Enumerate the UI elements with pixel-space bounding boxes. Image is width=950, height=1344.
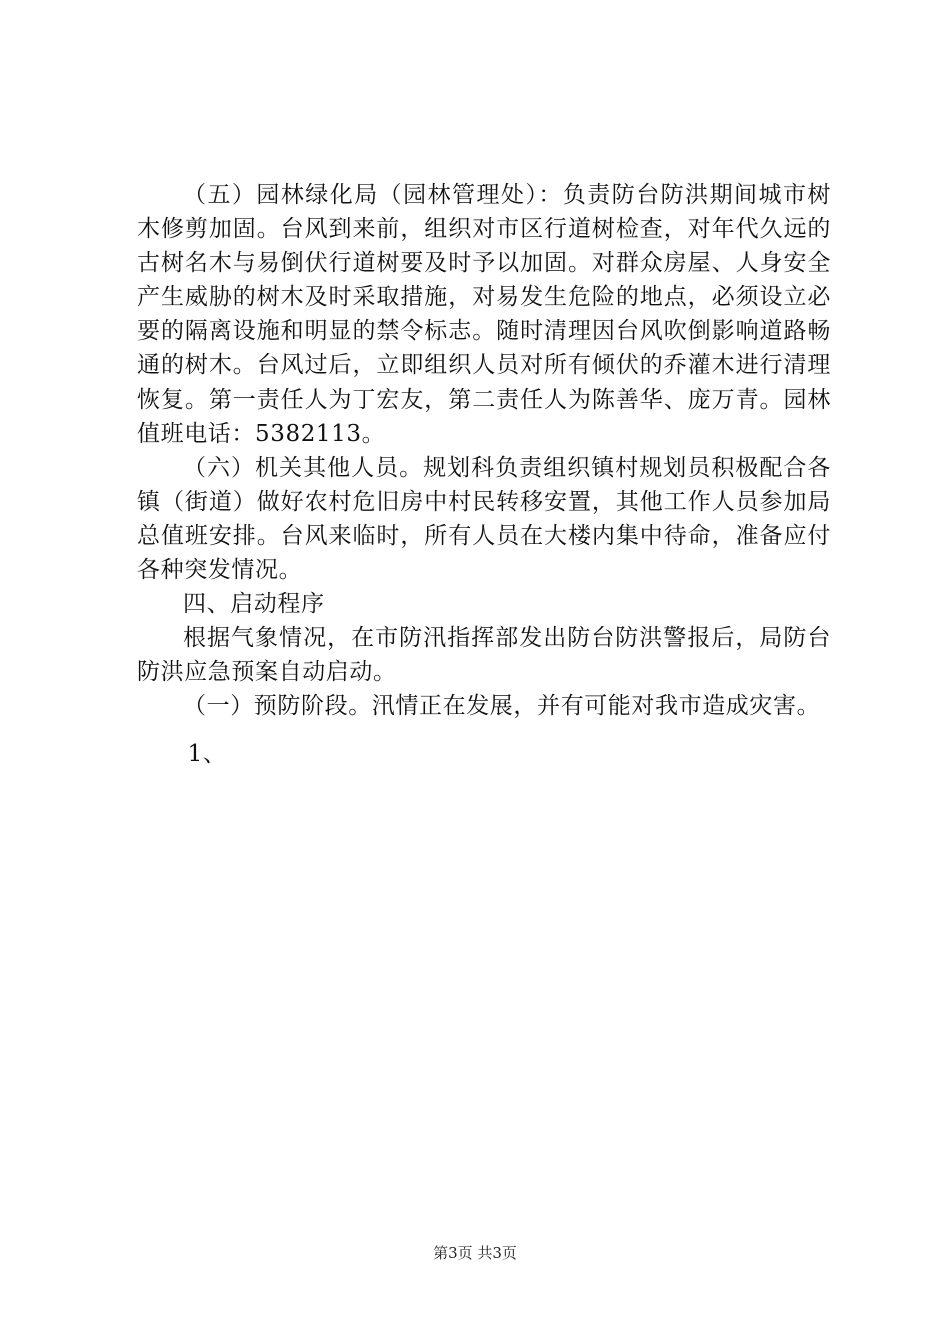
- page-footer: 第3页 共3页: [433, 1244, 517, 1262]
- paragraph-prevention-stage: （一）预防阶段。汛情正在发展，并有可能对我市造成灾害。: [183, 693, 821, 720]
- paragraph-garden-bureau: （五）园林绿化局（园林管理处）：负责防台防洪期间城市树木修剪加固。台风到来前，组织对市区行道树检查，对年代久远的古树名木与易倒伏行道树要及时予以加固。对群众房屋、人身安全产生威胁的树木及时采取措施，对易发生危险的地点，必须设立必要的隔离设施和明显的禁令标志。随时清理因台风吹倒影响道路畅通的树木。台风过后，立即组织人员对所有倾伏的乔灌木进行清理恢复。第一责任人为丁宏友，第二责任人为陈善华、庞万青。园林值班电话：5382113。: [137, 182, 831, 447]
- paragraph-startup-condition: 根据气象情况，在市防汛指挥部发出防台防洪警报后，局防台防洪应急预案自动启动。: [137, 625, 831, 686]
- paragraph-other-staff: （六）机关其他人员。规划科负责组织镇村规划员积极配合各镇（街道）做好农村危旧房中村民转移安置，其他工作人员参加局总值班安排。台风来临时，所有人员在大楼内集中待命，准备应付各种突发情况。: [137, 454, 831, 584]
- document-body: [137, 178, 831, 771]
- list-item-number: 1、: [187, 740, 227, 767]
- section-heading-startup-procedure: 四、启动程序: [183, 591, 325, 618]
